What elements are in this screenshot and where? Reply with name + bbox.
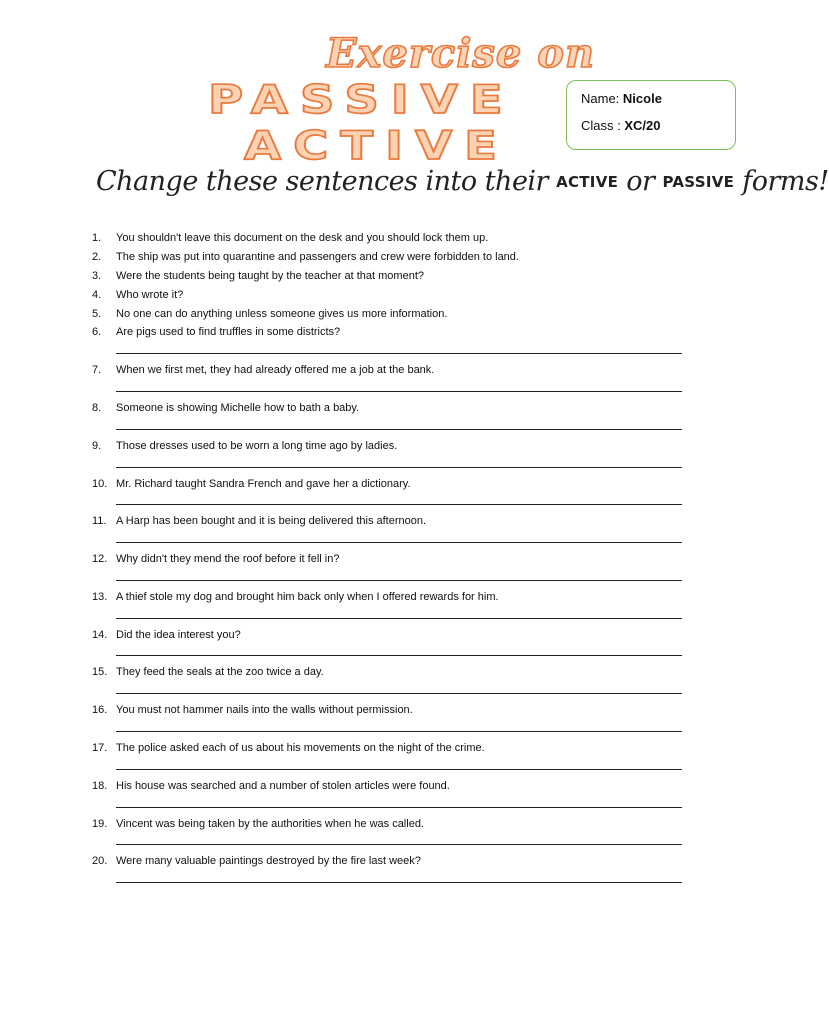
question-text: Someone is showing Michelle how to bath a baby. [116,402,360,415]
question-number: 19. [92,817,108,830]
question-text: Are pigs used to find truffles in some districts? [116,326,341,339]
instruction-passive-keyword: PASSIVE [662,173,735,191]
instruction-part1: Change these sentences into their [96,166,557,197]
answer-line[interactable] [92,871,682,890]
question-number: 14. [92,628,108,641]
question-number: 9. [92,439,102,452]
question-number: 3. [92,269,102,282]
answer-line[interactable] [92,418,682,437]
question-item [92,305,682,324]
question-number: 10. [92,477,108,490]
name-value: Nicole [622,91,662,106]
question-item [92,815,682,834]
question-number: 15. [92,666,108,679]
question-item [92,626,682,645]
question-item [92,777,682,796]
exercise-title: Exercise on [326,30,596,77]
question-item [92,475,682,494]
class-row [581,118,661,133]
question-text: Mr. Richard taught Sandra French and gave her a dictionary. [116,477,411,490]
question-number: 17. [92,742,108,755]
question-number: 4. [92,288,102,301]
class-value: XC/20 [624,118,661,133]
answer-line[interactable] [92,645,682,664]
name-label: Name: [581,91,620,106]
question-text: Who wrote it? [116,288,184,301]
question-item [92,361,682,380]
question-text: The ship was put into quarantine and passengers and crew were forbidden to land. [116,250,519,263]
question-item [92,248,682,267]
question-text: Vincent was being taken by the authorities when he was called. [116,817,424,830]
answer-line[interactable] [92,720,682,739]
question-number: 13. [92,590,108,603]
question-list [92,229,682,890]
instruction-active-keyword: ACTIVE [556,173,619,191]
question-item [92,739,682,758]
question-item [92,267,682,286]
question-number: 20. [92,855,108,868]
instruction-part2: or [618,166,663,197]
question-text: They feed the seals at the zoo twice a day. [116,666,324,679]
question-text: Why didn't they mend the roof before it fell in? [116,553,340,566]
question-text: His house was searched and a number of stolen articles were found. [116,779,450,792]
question-item [92,512,682,531]
question-item [92,437,682,456]
answer-line[interactable] [92,834,682,853]
name-row [581,91,662,106]
question-number: 5. [92,307,102,320]
question-number: 1. [92,232,102,244]
question-text: Were the students being taught by the teacher at that moment? [116,269,424,282]
question-text: When we first met, they had already offered me a job at the bank. [116,364,435,377]
question-text: Did the idea interest you? [116,628,241,641]
instruction-line [96,166,829,197]
question-number: 16. [92,704,108,717]
question-text: A thief stole my dog and brought him back only when I offered rewards for him. [116,590,499,603]
question-item [92,701,682,720]
question-number: 6. [92,326,102,339]
question-text: Were many valuable paintings destroyed by the fire last week? [116,855,421,868]
answer-line[interactable] [92,342,682,361]
question-item [92,286,682,305]
question-text: You shouldn't leave this document on the desk and you should lock them up. [116,232,489,244]
question-number: 11. [92,515,107,528]
answer-line[interactable] [92,380,682,399]
question-text: No one can do anything unless someone gives us more information. [116,307,448,320]
question-number: 2. [92,250,102,263]
question-text: Those dresses used to be worn a long time ago by ladies. [116,439,398,452]
instruction-part3: forms! [734,166,829,197]
answer-line[interactable] [92,456,682,475]
question-item [92,550,682,569]
question-item [92,399,682,418]
question-number: 7. [92,364,102,377]
question-text: A Harp has been bought and it is being delivered this afternoon. [116,515,427,528]
answer-line[interactable] [92,682,682,701]
question-item [92,588,682,607]
answer-line[interactable] [92,493,682,512]
question-item [92,323,682,342]
question-number: 8. [92,402,102,415]
question-number: 18. [92,779,108,792]
question-item [92,852,682,871]
answer-line[interactable] [92,569,682,588]
passive-heading: PASSIVE [208,76,515,123]
question-text: The police asked each of us about his movements on the night of the crime. [116,742,485,755]
question-text: You must not hammer nails into the walls without permission. [116,704,413,717]
question-number: 12. [92,553,108,566]
answer-line[interactable] [92,796,682,815]
student-info-box [566,80,736,150]
question-item [92,663,682,682]
answer-line[interactable] [92,607,682,626]
answer-line[interactable] [92,758,682,777]
class-label: Class : [581,118,621,133]
answer-line[interactable] [92,531,682,550]
question-item [92,229,682,248]
active-heading: ACTIVE [244,122,509,169]
